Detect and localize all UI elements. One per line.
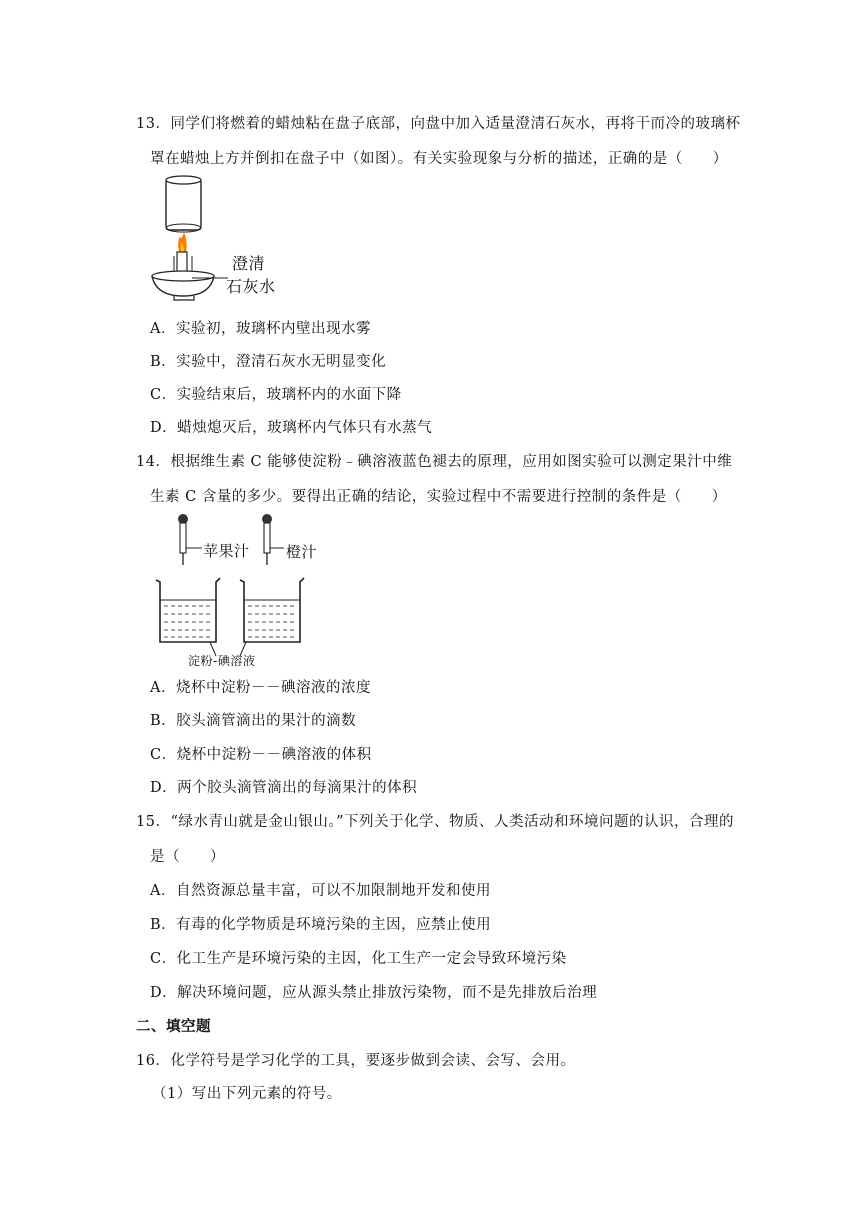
q13-option-d: D．蜡烛熄灭后，玻璃杯内气体只有水蒸气 — [150, 420, 433, 436]
q14-stem-line-1: 14．根据维生素 C 能够使淀粉﹣碘溶液蓝色褪去的原理，应用如图实验可以测定果汁中维 — [136, 454, 733, 470]
juice-beaker-figure — [150, 510, 330, 670]
q15-stem-line-1: 15．“绿水青山就是金山银山。”下列关于化学、物质、人类活动和环境问题的认识，合理的 — [136, 814, 735, 830]
section-heading: 二、填空题 — [136, 1018, 211, 1035]
q14-option-b: B．胶头滴管滴出的果汁的滴数 — [150, 713, 357, 729]
q15-option-d: D．解决环境问题，应从源头禁止排放污染物，而不是先排放后治理 — [150, 985, 598, 1001]
figure-label-starch-iodine: 淀粉-碘溶液 — [188, 654, 256, 668]
q15-option-c: C．化工生产是环境污染的主因，化工生产一定会导致环境污染 — [150, 951, 567, 967]
q13-option-b: B．实验中，澄清石灰水无明显变化 — [150, 354, 387, 370]
q14-stem-line-2: 生素 C 含量的多少。要得出正确的结论，实验过程中不需要进行控制的条件是（ ） — [150, 489, 727, 505]
q16-subquestion-1: （1）写出下列元素的符号。 — [152, 1086, 342, 1102]
q15-option-b: B．有毒的化学物质是环境污染的主因，应禁止使用 — [150, 917, 492, 933]
q16-stem: 16．化学符号是学习化学的工具，要逐步做到会读、会写、会用。 — [136, 1053, 576, 1069]
figure-label-orange-juice: 橙汁 — [286, 543, 318, 561]
q14-option-d: D．两个胶头滴管滴出的每滴果汁的体积 — [150, 780, 418, 796]
q14-option-c: C．烧杯中淀粉－－碘溶液的体积 — [150, 747, 372, 763]
q14-option-a: A．烧杯中淀粉－－碘溶液的浓度 — [150, 680, 371, 696]
q13-option-c: C．实验结束后，玻璃杯内的水面下降 — [150, 387, 402, 403]
q15-option-a: A．自然资源总量丰富，可以不加限制地开发和使用 — [150, 883, 491, 899]
q15-stem-line-2: 是（ ） — [150, 849, 225, 865]
figure-label-limewater: 石灰水 — [226, 277, 276, 296]
q13-option-a: A．实验初，玻璃杯内壁出现水雾 — [150, 321, 371, 337]
q13-stem-line-2: 罩在蜡烛上方并倒扣在盘子中（如图）。有关实验现象与分析的描述，正确的是（ ） — [150, 151, 728, 167]
figure-label-apple-juice: 苹果汁 — [203, 542, 250, 560]
figure-label-clear: 澄清 — [232, 254, 266, 273]
q13-stem-line-1: 13．同学们将燃着的蜡烛粘在盘子底部，向盘中加入适量澄清石灰水，再将干而冷的玻璃杯 — [136, 116, 741, 132]
